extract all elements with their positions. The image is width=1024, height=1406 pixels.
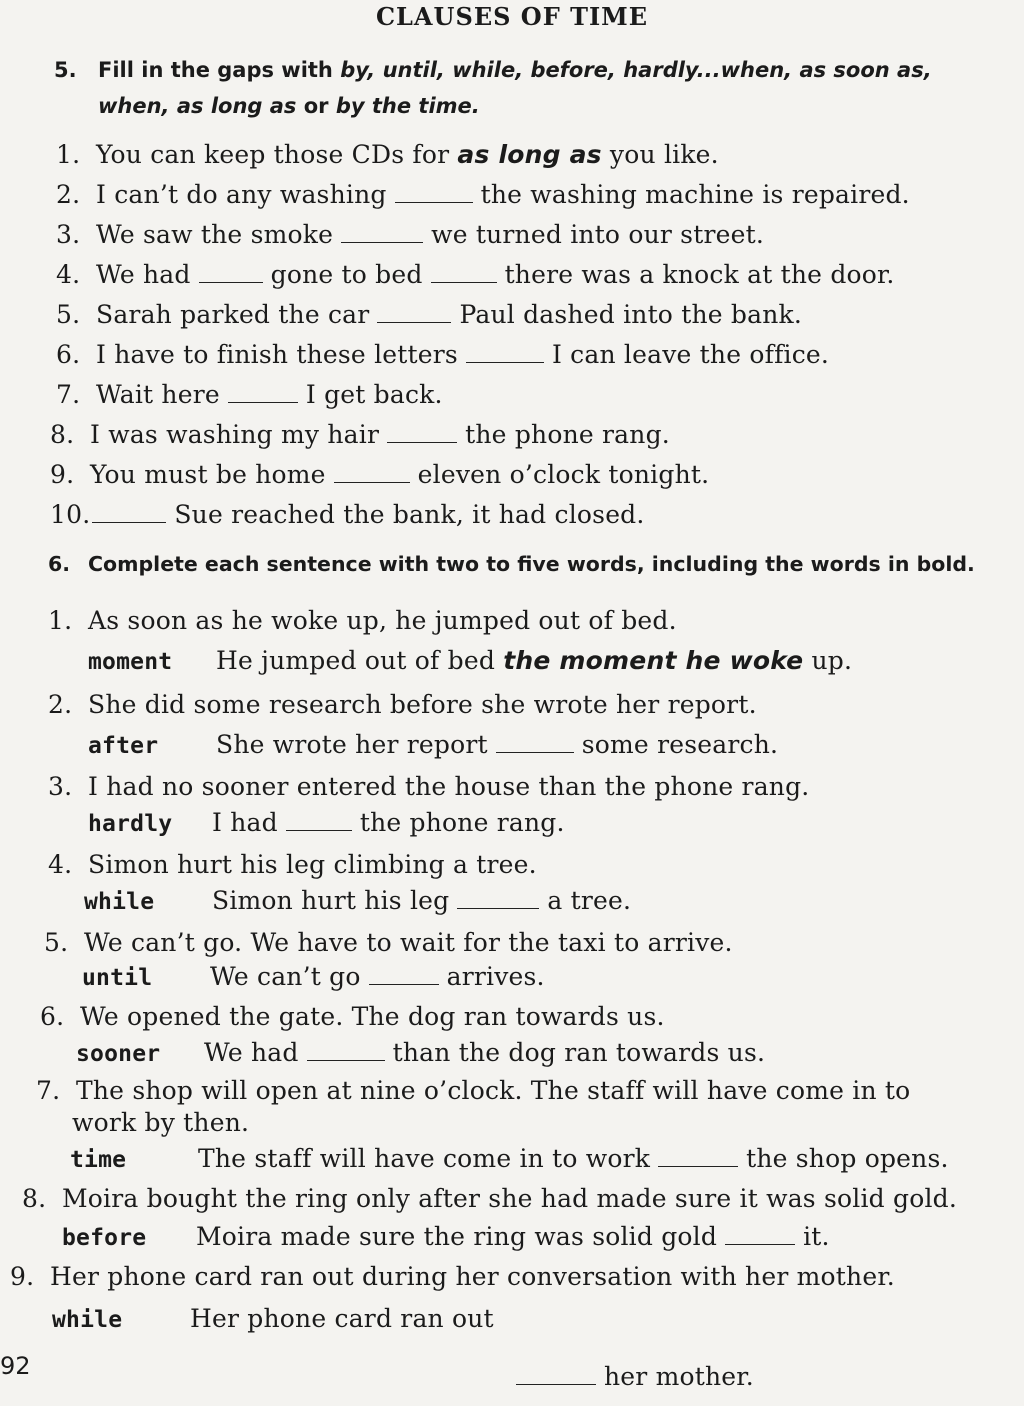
ex5-item-3 bbox=[56, 220, 764, 249]
item-number: 8. bbox=[22, 1184, 47, 1213]
answer-blank[interactable] bbox=[228, 401, 298, 403]
ex6-item-3-sentence bbox=[48, 772, 809, 801]
ex5-item-1 bbox=[56, 140, 719, 169]
item-sentence: work by then. bbox=[72, 1108, 250, 1137]
item-text: arrives. bbox=[446, 962, 545, 991]
ex6-item-8-rewrite bbox=[62, 1222, 830, 1251]
example-answer: the moment he woke bbox=[503, 646, 804, 675]
exercise5-instruction-words-2: when, as long as bbox=[98, 94, 297, 118]
item-text: You can keep those CDs for bbox=[96, 140, 450, 169]
item-text: you like. bbox=[609, 140, 719, 169]
exercise6-number: 6. bbox=[48, 552, 71, 576]
answer-blank[interactable] bbox=[334, 481, 410, 483]
item-number: 6. bbox=[40, 1002, 65, 1031]
answer-blank[interactable] bbox=[395, 201, 473, 203]
keyword: while bbox=[84, 889, 155, 915]
ex6-item-5-sentence bbox=[44, 928, 733, 957]
ex6-item-4-sentence bbox=[48, 850, 537, 879]
ex6-item-2-rewrite bbox=[88, 730, 778, 759]
exercise6-heading bbox=[48, 552, 975, 576]
item-text: We can’t go bbox=[210, 962, 361, 991]
item-number: 2. bbox=[56, 180, 81, 209]
item-text: You must be home bbox=[90, 460, 326, 489]
ex5-item-5 bbox=[56, 300, 802, 329]
exercise5-instruction-last: by the time. bbox=[335, 94, 480, 118]
answer-blank[interactable] bbox=[286, 829, 352, 831]
item-text: Paul dashed into the bank. bbox=[459, 300, 803, 329]
item-number: 8. bbox=[50, 420, 75, 449]
answer-blank[interactable] bbox=[387, 441, 457, 443]
item-number: 2. bbox=[48, 690, 73, 719]
exercise5-heading-line2 bbox=[98, 94, 480, 118]
answer-blank[interactable] bbox=[92, 521, 166, 523]
item-text: than the dog ran towards us. bbox=[392, 1038, 766, 1067]
ex6-item-6-sentence bbox=[40, 1002, 665, 1031]
exercise5-instruction-or: or bbox=[303, 94, 329, 118]
keyword: sooner bbox=[76, 1041, 161, 1067]
item-text: it. bbox=[803, 1222, 830, 1251]
item-sentence: We can’t go. We have to wait for the taxi to arrive. bbox=[84, 928, 733, 957]
keyword: time bbox=[70, 1147, 127, 1173]
item-text: Wait here bbox=[96, 380, 220, 409]
item-number: 7. bbox=[36, 1076, 61, 1105]
ex6-item-9-rewrite-end bbox=[516, 1362, 754, 1391]
item-number: 7. bbox=[56, 380, 81, 409]
page-number: 92 bbox=[0, 1352, 31, 1380]
item-text: her mother. bbox=[604, 1362, 754, 1391]
item-number: 9. bbox=[10, 1262, 35, 1291]
keyword: after bbox=[88, 733, 159, 759]
keyword: until bbox=[82, 965, 153, 991]
item-sentence: Moira bought the ring only after she had made sure it was solid gold. bbox=[62, 1184, 958, 1213]
item-text: Sue reached the bank, it had closed. bbox=[174, 500, 645, 529]
exercise5-instruction-lead: Fill in the gaps with bbox=[98, 58, 333, 82]
item-sentence: I had no sooner entered the house than the phone rang. bbox=[88, 772, 810, 801]
ex5-item-6 bbox=[56, 340, 829, 369]
ex5-item-2 bbox=[56, 180, 910, 209]
item-number: 3. bbox=[56, 220, 81, 249]
item-sentence: We opened the gate. The dog ran towards us. bbox=[80, 1002, 665, 1031]
answer-blank[interactable] bbox=[307, 1059, 385, 1061]
item-text: I had bbox=[212, 808, 278, 837]
ex6-item-7-rewrite bbox=[70, 1144, 949, 1173]
ex6-item-7-sentence bbox=[36, 1076, 910, 1105]
item-text: the phone rang. bbox=[359, 808, 565, 837]
item-text: We had bbox=[204, 1038, 299, 1067]
exercise5-instruction-words: by, until, while, before, hardly...when, as soon as, bbox=[340, 58, 932, 82]
item-text: She wrote her report bbox=[216, 730, 488, 759]
ex6-item-1-sentence bbox=[48, 606, 677, 635]
ex6-item-9-sentence bbox=[10, 1262, 895, 1291]
item-text: gone to bed bbox=[270, 260, 423, 289]
item-text: I was washing my hair bbox=[90, 420, 380, 449]
answer-blank[interactable] bbox=[466, 361, 544, 363]
ex6-item-2-sentence bbox=[48, 690, 757, 719]
item-text: the shop opens. bbox=[746, 1144, 949, 1173]
ex5-item-8 bbox=[50, 420, 670, 449]
keyword: hardly bbox=[88, 811, 173, 837]
item-text: eleven o’clock tonight. bbox=[417, 460, 710, 489]
item-text: up. bbox=[811, 646, 853, 675]
item-text: Her phone card ran out bbox=[190, 1304, 494, 1333]
answer-blank[interactable] bbox=[725, 1243, 795, 1245]
item-text: the washing machine is repaired. bbox=[480, 180, 910, 209]
page-title: CLAUSES OF TIME bbox=[375, 2, 649, 31]
ex5-item-7 bbox=[56, 380, 443, 409]
item-text: The staff will have come in to work bbox=[198, 1144, 651, 1173]
item-text: He jumped out of bed bbox=[216, 646, 496, 675]
item-sentence: Simon hurt his leg climbing a tree. bbox=[88, 850, 537, 879]
ex5-item-10 bbox=[50, 500, 645, 529]
exercise5-number: 5. bbox=[54, 58, 77, 82]
example-answer: as long as bbox=[457, 140, 602, 169]
item-number: 5. bbox=[56, 300, 81, 329]
ex6-item-1-rewrite bbox=[88, 646, 852, 675]
answer-blank[interactable] bbox=[199, 281, 263, 283]
item-number: 9. bbox=[50, 460, 75, 489]
item-number: 5. bbox=[44, 928, 69, 957]
item-text: Sarah parked the car bbox=[96, 300, 370, 329]
answer-blank[interactable] bbox=[377, 321, 451, 323]
item-sentence: As soon as he woke up, he jumped out of bed. bbox=[88, 606, 677, 635]
ex6-item-8-sentence bbox=[22, 1184, 957, 1213]
keyword: before bbox=[62, 1225, 147, 1251]
keyword: while bbox=[52, 1307, 123, 1333]
ex6-item-5-rewrite bbox=[82, 962, 545, 991]
ex5-item-4 bbox=[56, 260, 895, 289]
answer-blank[interactable] bbox=[457, 907, 539, 909]
answer-blank[interactable] bbox=[431, 281, 497, 283]
item-text: Simon hurt his leg bbox=[212, 886, 450, 915]
item-text: a tree. bbox=[547, 886, 632, 915]
item-number: 4. bbox=[48, 850, 73, 879]
item-number: 10. bbox=[50, 500, 91, 529]
answer-blank[interactable] bbox=[369, 983, 439, 985]
item-text: I have to finish these letters bbox=[96, 340, 458, 369]
item-text: We had bbox=[96, 260, 191, 289]
ex6-item-3-rewrite bbox=[88, 808, 565, 837]
item-text: there was a knock at the door. bbox=[504, 260, 895, 289]
item-number: 1. bbox=[56, 140, 81, 169]
ex5-item-9 bbox=[50, 460, 709, 489]
item-number: 3. bbox=[48, 772, 73, 801]
answer-blank[interactable] bbox=[516, 1383, 596, 1385]
item-text: the phone rang. bbox=[465, 420, 670, 449]
item-text: I get back. bbox=[305, 380, 443, 409]
ex6-item-6-rewrite bbox=[76, 1038, 765, 1067]
item-text: We saw the smoke bbox=[96, 220, 334, 249]
item-sentence: She did some research before she wrote her report. bbox=[88, 690, 757, 719]
answer-blank[interactable] bbox=[496, 751, 574, 753]
answer-blank[interactable] bbox=[341, 241, 423, 243]
exercise6-instruction: Complete each sentence with two to five words, including the words in bold. bbox=[88, 552, 975, 576]
item-text: some research. bbox=[581, 730, 779, 759]
ex6-item-4-rewrite bbox=[84, 886, 631, 915]
answer-blank[interactable] bbox=[658, 1165, 738, 1167]
item-number: 1. bbox=[48, 606, 73, 635]
ex6-item-7-sentence-cont bbox=[72, 1108, 249, 1137]
item-number: 4. bbox=[56, 260, 81, 289]
ex6-item-9-rewrite bbox=[52, 1304, 494, 1333]
item-text: we turned into our street. bbox=[431, 220, 764, 249]
item-text: I can’t do any washing bbox=[96, 180, 387, 209]
item-sentence: Her phone card ran out during her conversation with her mother. bbox=[50, 1262, 895, 1291]
item-text: I can leave the office. bbox=[551, 340, 830, 369]
exercise5-heading bbox=[54, 58, 932, 82]
item-number: 6. bbox=[56, 340, 81, 369]
keyword: moment bbox=[88, 649, 173, 675]
item-sentence: The shop will open at nine o’clock. The staff will have come in to bbox=[76, 1076, 911, 1105]
item-text: Moira made sure the ring was solid gold bbox=[196, 1222, 718, 1251]
